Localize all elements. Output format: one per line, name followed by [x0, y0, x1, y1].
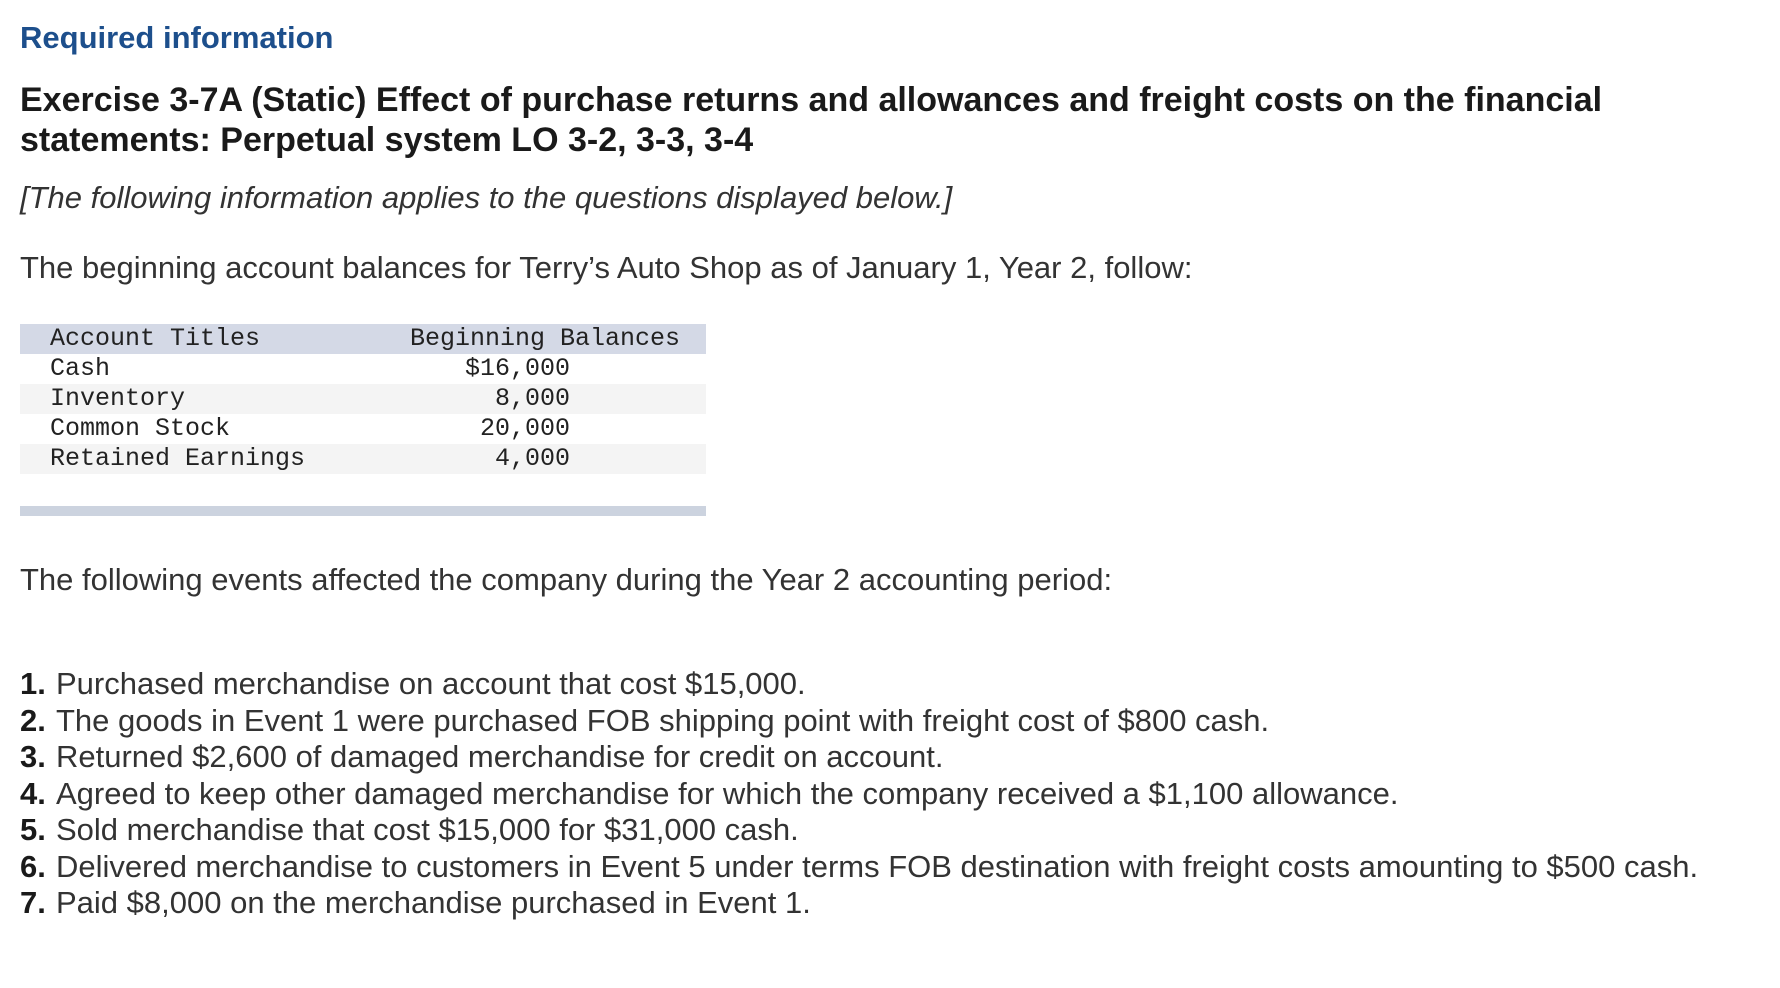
event-text: Paid $8,000 on the merchandise purchased in Event 1. — [56, 885, 811, 920]
column-header-account-titles: Account Titles — [50, 324, 261, 353]
event-text: Returned $2,600 of damaged merchandise for credit on account. — [56, 739, 944, 774]
table-row — [20, 384, 706, 414]
event-number: 4. — [20, 775, 46, 811]
event-number: 3. — [20, 739, 46, 774]
balance-cell: 4,000 — [494, 444, 570, 473]
balance-cell: 20,000 — [479, 414, 570, 443]
event-text: Sold merchandise that cost $15,000 for $31,000 cash. — [56, 812, 799, 847]
event-item — [20, 666, 1720, 703]
account-title-cell: Inventory — [50, 384, 186, 413]
table-row — [20, 444, 706, 474]
required-info-heading: Required information — [20, 20, 334, 55]
event-text: Agreed to keep other damaged merchandise for which the company received a $1,100 allowance. — [56, 775, 1399, 811]
event-item — [20, 703, 1720, 740]
event-item — [20, 885, 1720, 922]
event-text: Purchased merchandise on account that cost $15,000. — [56, 666, 806, 701]
event-number: 2. — [20, 702, 46, 738]
table-header-row — [20, 324, 706, 354]
event-item — [20, 776, 1720, 813]
intro-note: [The following information applies to the questions displayed below.] — [20, 180, 953, 215]
balances-intro: The beginning account balances for Terry’s Auto Shop as of January 1, Year 2, follow: — [20, 250, 1193, 285]
beginning-balances-table — [20, 324, 706, 474]
event-item — [20, 812, 1720, 849]
event-number: 7. — [20, 885, 46, 920]
account-title-cell: Cash — [50, 354, 111, 383]
event-item — [20, 849, 1720, 886]
exercise-title: Exercise 3-7A (Static) Effect of purchase returns and allowances and freight costs on the financial statements: Perpetual system LO 3-2, 3-3, 3-4 — [20, 81, 1603, 159]
balance-cell: $16,000 — [464, 354, 570, 383]
event-text: Delivered merchandise to customers in Event 5 under terms FOB destination with freight costs amounting to $500 cash. — [56, 848, 1699, 884]
table-row — [20, 354, 706, 384]
event-number: 6. — [20, 848, 46, 884]
event-item — [20, 739, 1720, 776]
column-header-beginning-balances: Beginning Balances — [409, 324, 680, 353]
event-number: 5. — [20, 812, 46, 847]
event-text: The goods in Event 1 were purchased FOB shipping point with freight cost of $800 cash. — [56, 702, 1270, 738]
events-intro: The following events affected the company during the Year 2 accounting period: — [20, 562, 1113, 597]
account-title-cell: Common Stock — [50, 414, 231, 443]
problem-page — [20, 16, 1760, 920]
table-row — [20, 414, 706, 444]
account-title-cell: Retained Earnings — [50, 444, 306, 473]
events-list — [20, 666, 1720, 922]
table-footer-bar — [20, 506, 706, 516]
balance-cell: 8,000 — [494, 384, 570, 413]
event-number: 1. — [20, 666, 46, 701]
